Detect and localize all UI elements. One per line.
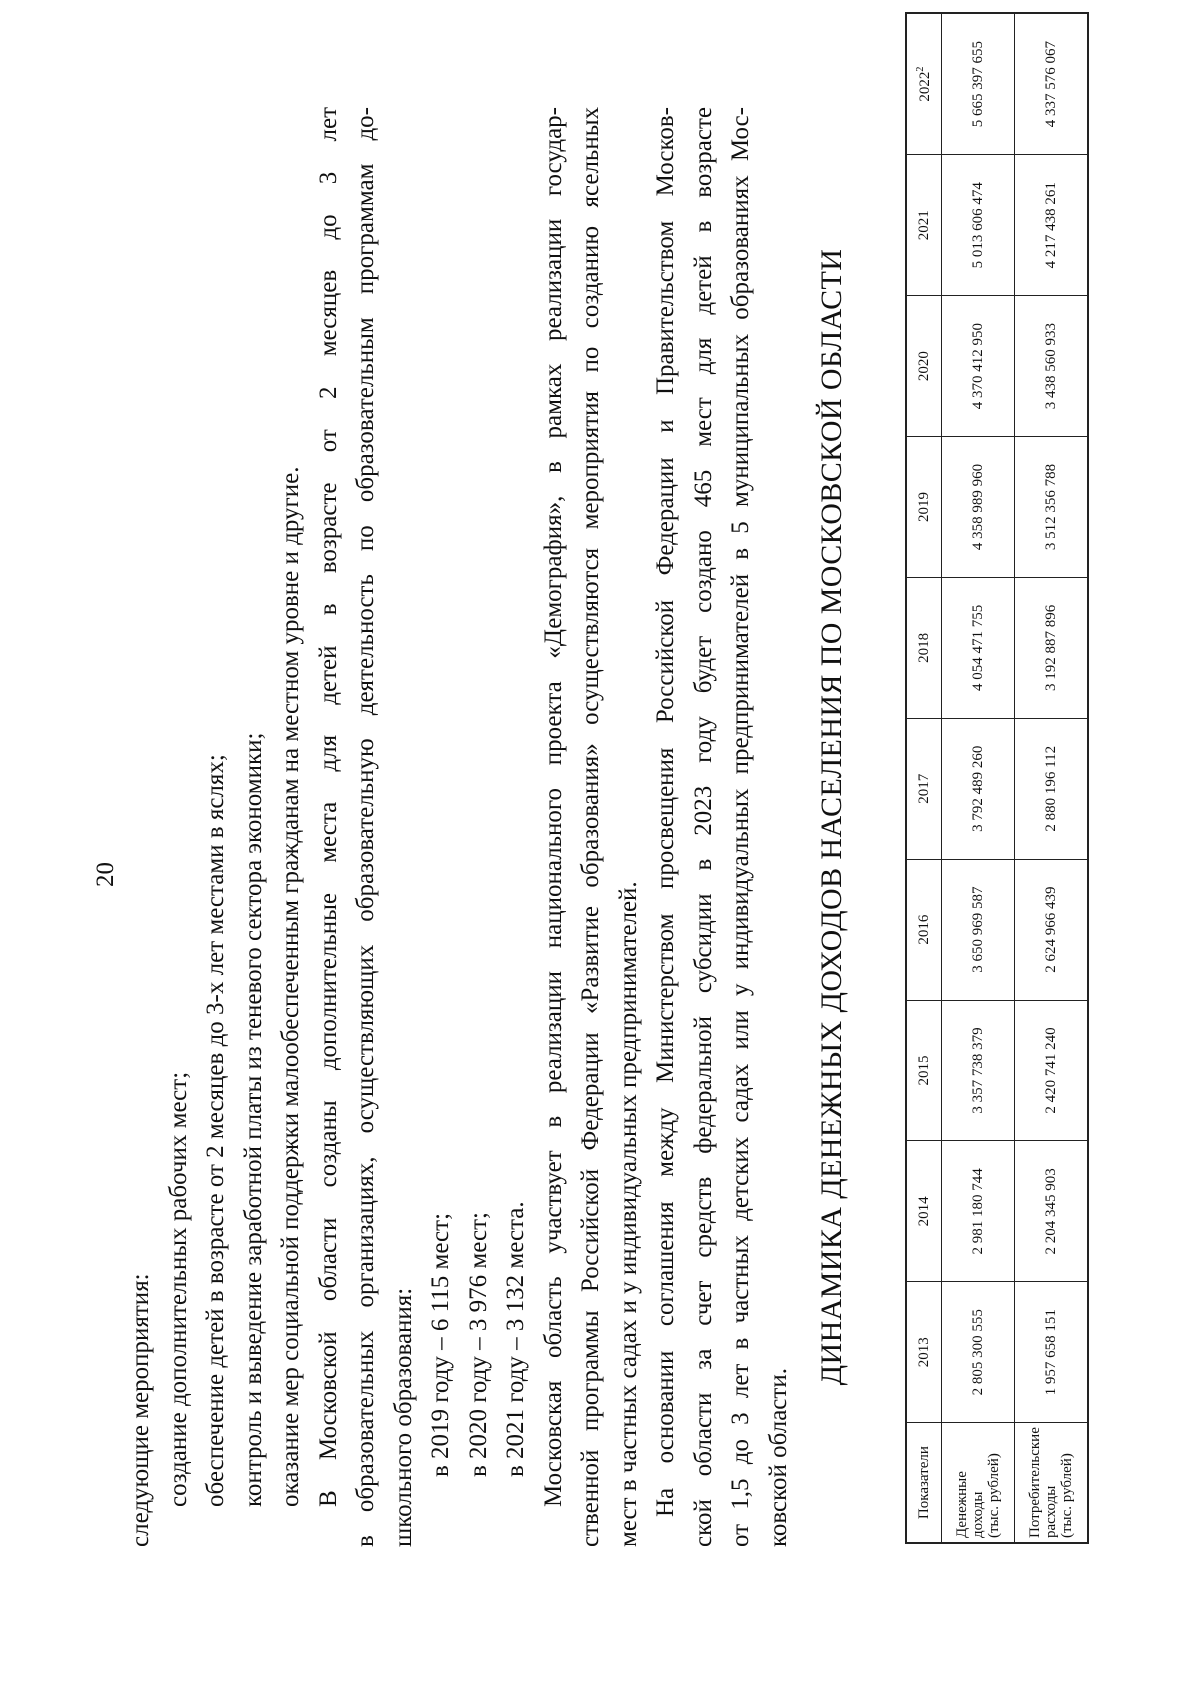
table-cell: 4 358 989 960	[942, 437, 1015, 578]
year-header: 2013	[906, 1282, 942, 1423]
text-line: ковской области.	[764, 1368, 792, 1547]
text-line: На основании соглашения между Министерством просвещения Российской Федерации и Правительством Москов-	[652, 107, 679, 1517]
body-text	[122, 107, 797, 1547]
text-line: ской области за счет средств федеральной субсидии в 2023 году будет создано 465 мест для детей в возрасте	[689, 107, 717, 1547]
table-row	[1015, 13, 1089, 1543]
text-line: мест в частных садах и у индивидуальных предпринимателей.	[614, 881, 642, 1547]
year-header	[906, 13, 942, 155]
year-header: 2017	[906, 718, 942, 859]
table-cell: 3 357 738 379	[942, 1000, 1015, 1141]
year-header: 2016	[906, 859, 942, 1000]
text-line: в 2021 году – 3 132 места.	[502, 1201, 529, 1477]
table-cell: 3 438 560 933	[1015, 296, 1089, 437]
header-cell: Показатели	[906, 1423, 942, 1543]
text-line: оказание мер социальной поддержки малообеспеченным гражданам на местном уровне и другие.	[277, 466, 304, 1507]
text-line: в 2020 году – 3 976 мест;	[464, 1212, 492, 1477]
text-line: от 1,5 до 3 лет в частных детских садах или у индивидуальных предпринимателей в 5 муниципальных образованиях Мос-	[727, 107, 754, 1547]
text-line: В Московской области созданы дополнительные места для детей в возрасте от 2 месяцев до 3 лет	[314, 107, 342, 1507]
row-label	[942, 1423, 1015, 1543]
table-cell: 4 217 438 261	[1015, 155, 1089, 296]
table-cell: 3 650 969 587	[942, 859, 1015, 1000]
income-table	[905, 12, 1089, 1544]
table-cell: 2 981 180 744	[942, 1141, 1015, 1282]
text-line: Московская область участвует в реализации национального проекта «Демография», в рамках реализации государ-	[539, 107, 567, 1507]
year-header: 2020	[906, 296, 942, 437]
row-label-line: (тыс. рублей)	[1059, 1453, 1075, 1538]
table-cell: 2 624 966 439	[1015, 859, 1089, 1000]
table-cell: 2 880 196 112	[1015, 718, 1089, 859]
table-cell: 4 054 471 755	[942, 577, 1015, 718]
table-cell: 3 512 356 788	[1015, 437, 1089, 578]
text-line: в 2019 году – 6 115 мест;	[427, 1212, 454, 1477]
table-cell: 2 805 300 555	[942, 1282, 1015, 1423]
table-header-row	[906, 13, 942, 1543]
text-line: следующие мероприятия:	[127, 1273, 154, 1547]
table-cell: 3 192 887 896	[1015, 577, 1089, 718]
text-line: обеспечение детей в возрасте от 2 месяцев до 3-х лет местами в яслях;	[202, 754, 229, 1507]
text-line: контроль и выведение заработной платы из теневого сектора экономики;	[239, 732, 267, 1507]
row-label-line: доходы	[970, 1491, 986, 1538]
table-cell: 2 204 345 903	[1015, 1141, 1089, 1282]
text-line: школьного образования:	[389, 1287, 417, 1547]
year-header: 2018	[906, 577, 942, 718]
text-line: в образовательных организациях, осуществляющих образовательную деятельность по образовательным программам до-	[352, 107, 379, 1547]
table-row	[942, 13, 1015, 1543]
table-cell: 5 013 606 474	[942, 155, 1015, 296]
table-cell: 1 957 658 151	[1015, 1282, 1089, 1423]
row-label-line: Потребительские	[1027, 1427, 1043, 1538]
row-label-line: (тыс. рублей)	[986, 1453, 1002, 1538]
table-cell: 4 370 412 950	[942, 296, 1015, 437]
table-cell: 5 665 397 655	[942, 13, 1015, 155]
year-header: 2021	[906, 155, 942, 296]
row-label	[1015, 1423, 1089, 1543]
row-label-line: Денежные	[954, 1471, 970, 1538]
section-heading: ДИНАМИКА ДЕНЕЖНЫХ ДОХОДОВ НАСЕЛЕНИЯ ПО МОСКОВСКОЙ ОБЛАСТИ	[815, 248, 848, 1386]
table-cell: 2 420 741 240	[1015, 1000, 1089, 1141]
footnote-marker: 2	[914, 66, 926, 72]
table-cell: 4 337 576 067	[1015, 13, 1089, 155]
row-label-line: расходы	[1043, 1485, 1059, 1538]
year-label: 2022	[916, 71, 933, 102]
text-line: ственной программы Российской Федерации «Развитие образования» осуществляются мероприятия по созданию ясельных	[577, 107, 604, 1547]
table-cell: 3 792 489 260	[942, 718, 1015, 859]
text-line: создание дополнительных рабочих мест;	[164, 1071, 192, 1507]
year-header: 2015	[906, 1000, 942, 1141]
page-number: 20	[92, 862, 119, 887]
year-header: 2019	[906, 437, 942, 578]
year-header: 2014	[906, 1141, 942, 1282]
